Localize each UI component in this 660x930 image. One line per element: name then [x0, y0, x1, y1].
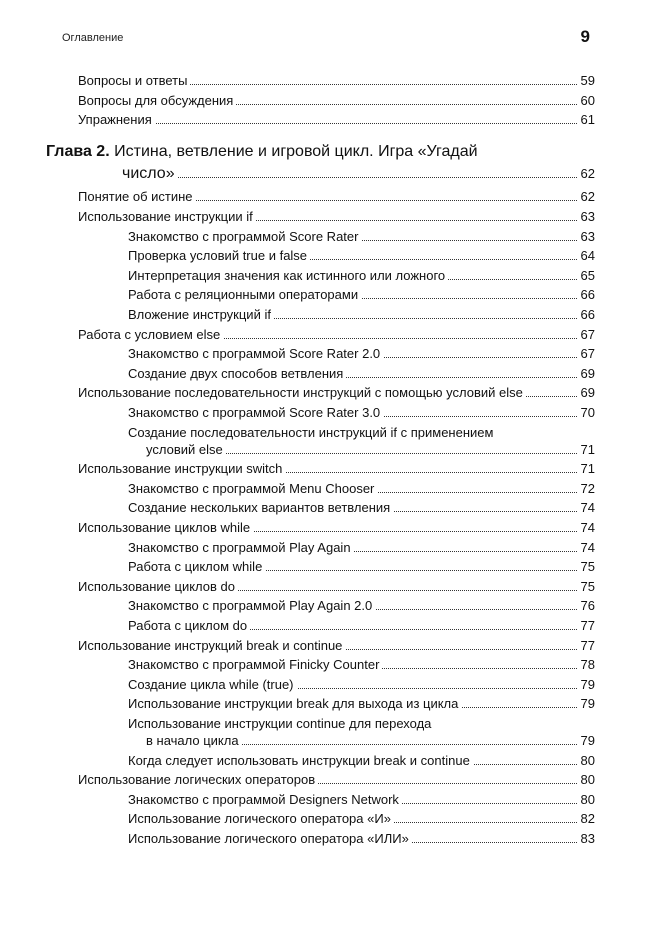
toc-entry-title: Использование циклов do	[78, 578, 238, 595]
toc-entry[interactable]	[0, 558, 660, 575]
toc-entry[interactable]	[0, 286, 660, 303]
toc-entry-page: 62	[578, 188, 595, 205]
toc-entry-page: 66	[578, 306, 595, 323]
toc-entry[interactable]	[0, 791, 660, 808]
toc-entry-title: Знакомство с программой Play Again 2.0	[128, 597, 375, 614]
toc-entry[interactable]	[0, 404, 660, 421]
toc-entry[interactable]	[0, 578, 660, 595]
toc-entry[interactable]	[0, 637, 660, 654]
toc-entry-title: Когда следует использовать инструкции break и continue	[128, 752, 473, 769]
dot-leader	[78, 123, 591, 124]
toc-entry-page: 71	[578, 441, 595, 458]
toc-entry-title: Создание нескольких вариантов ветвления	[128, 499, 393, 516]
toc-entry[interactable]	[0, 384, 660, 401]
toc-entry-page: 71	[578, 460, 595, 477]
toc-entry[interactable]	[0, 306, 660, 323]
toc-entry-page: 83	[578, 830, 595, 847]
toc-entry[interactable]	[0, 810, 660, 827]
toc-entry[interactable]	[0, 460, 660, 477]
toc-entry-page: 75	[578, 578, 595, 595]
toc-entry-first-line: Использование инструкции continue для перехода	[0, 715, 660, 732]
toc-entry-page: 59	[578, 72, 595, 89]
toc-entry-title: Понятие об истине	[78, 188, 196, 205]
toc-entry[interactable]	[0, 676, 660, 693]
running-title: Оглавление	[62, 32, 124, 44]
toc-entry-page: 72	[578, 480, 595, 497]
toc-entry[interactable]	[0, 480, 660, 497]
toc-entry[interactable]	[0, 597, 660, 614]
toc-entry-page: 61	[578, 111, 595, 128]
toc-entry[interactable]	[0, 499, 660, 516]
toc-entry[interactable]	[0, 188, 660, 205]
toc-entry-title: Знакомство с программой Finicky Counter	[128, 656, 382, 673]
toc-entry-page: 79	[578, 676, 595, 693]
toc-entry[interactable]	[0, 165, 660, 182]
toc-entry[interactable]	[0, 247, 660, 264]
toc-entry-page: 74	[578, 499, 595, 516]
toc-entry[interactable]	[0, 519, 660, 536]
toc-entry-page: 77	[578, 617, 595, 634]
toc-entry-page: 79	[578, 695, 595, 712]
toc-entry-page: 80	[578, 752, 595, 769]
toc-entry[interactable]	[0, 365, 660, 382]
toc-entry-title: Работа с циклом do	[128, 617, 250, 634]
toc-entry-title: Вопросы и ответы	[78, 72, 190, 89]
toc-entry[interactable]	[0, 771, 660, 788]
toc-entry-title: Создание цикла while (true)	[128, 676, 297, 693]
chapter-heading	[0, 143, 660, 163]
toc-entry-title: Использование циклов while	[78, 519, 253, 536]
toc-entry-page: 63	[578, 208, 595, 225]
toc-entry-page: 82	[578, 810, 595, 827]
toc-entry[interactable]	[0, 111, 660, 128]
toc-entry[interactable]	[0, 656, 660, 673]
toc-entry-title: Знакомство с программой Score Rater 2.0	[128, 345, 383, 362]
toc-entry-page: 75	[578, 558, 595, 575]
toc-entry-page: 63	[578, 228, 595, 245]
toc-entry[interactable]	[0, 617, 660, 634]
toc-entry[interactable]	[0, 267, 660, 284]
toc-entry-page: 60	[578, 92, 595, 109]
toc-entry-page: 74	[578, 519, 595, 536]
toc-entry-title: Проверка условий true и false	[128, 247, 310, 264]
toc-entry-title: Знакомство с программой Play Again	[128, 539, 354, 556]
toc-entry-title: Создание двух способов ветвления	[128, 365, 346, 382]
toc-entry[interactable]	[0, 72, 660, 89]
toc-entry[interactable]	[0, 695, 660, 712]
toc-entry-page: 80	[578, 791, 595, 808]
toc-entry-page: 70	[578, 404, 595, 421]
toc-entry-title: условий else	[146, 441, 226, 458]
toc-entry-page: 69	[578, 365, 595, 382]
toc-entry-title: Использование инструкции if	[78, 208, 256, 225]
toc-entry-title: Интерпретация значения как истинного или ложного	[128, 267, 448, 284]
toc-entry-title: Работа с условием else	[78, 326, 223, 343]
toc-entry-page: 76	[578, 597, 595, 614]
toc-entry-page: 77	[578, 637, 595, 654]
toc-entry-title: Работа с реляционными операторами	[128, 286, 361, 303]
toc-entry-page: 65	[578, 267, 595, 284]
toc-entry-page: 80	[578, 771, 595, 788]
toc-entry-page: 66	[578, 286, 595, 303]
toc-entry[interactable]	[0, 752, 660, 769]
toc-entry-title: Вопросы для обсуждения	[78, 92, 236, 109]
toc-entry-title: Знакомство с программой Menu Chooser	[128, 480, 377, 497]
toc-entry[interactable]	[0, 441, 660, 458]
toc-entry-page: 69	[578, 384, 595, 401]
toc-entry[interactable]	[0, 326, 660, 343]
toc-entry-title: в начало цикла	[146, 732, 242, 749]
toc-entry-title: Знакомство с программой Designers Network	[128, 791, 402, 808]
toc-entry[interactable]	[0, 539, 660, 556]
toc-entry[interactable]	[0, 345, 660, 362]
toc-entry-page: 64	[578, 247, 595, 264]
toc-entry-first-line: Создание последовательности инструкций if с применением	[0, 424, 660, 441]
toc-entry-title: Использование логического оператора «ИЛИ»	[128, 830, 412, 847]
toc-entry-title: Использование инструкции break для выхода из цикла	[128, 695, 461, 712]
toc-entry[interactable]	[0, 228, 660, 245]
toc-entry-title: Использование инструкций break и continue	[78, 637, 345, 654]
toc-entry[interactable]	[0, 732, 660, 749]
chapter-label: Глава 2.	[46, 142, 110, 160]
toc-entry-title: Знакомство с программой Score Rater	[128, 228, 361, 245]
page-number: 9	[580, 27, 590, 46]
toc-entry-title: Работа с циклом while	[128, 558, 265, 575]
toc-entry-title: Вложение инструкций if	[128, 306, 274, 323]
toc-entry-page: 78	[578, 656, 595, 673]
toc-entry-page: 62	[578, 165, 595, 182]
toc-entry-title: Использование инструкции switch	[78, 460, 285, 477]
toc-entry[interactable]	[0, 92, 660, 109]
toc-entry-title: Использование логических операторов	[78, 771, 318, 788]
chapter-title: Истина, ветвление и игровой цикл. Игра «Угадай	[114, 142, 478, 160]
toc-entry-title: Знакомство с программой Score Rater 3.0	[128, 404, 383, 421]
toc-entry-page: 67	[578, 345, 595, 362]
toc-entry-title: Использование последовательности инструкций с помощью условий else	[78, 384, 526, 401]
toc-entry-page: 79	[578, 732, 595, 749]
toc-entry-title: Упражнения	[78, 111, 155, 128]
toc-entry[interactable]	[0, 830, 660, 847]
toc-entry-title: Использование логического оператора «И»	[128, 810, 394, 827]
dot-leader	[122, 177, 591, 178]
toc-entry-page: 67	[578, 326, 595, 343]
toc-entry-title: число»	[122, 165, 178, 182]
toc-entry[interactable]	[0, 208, 660, 225]
toc-entry-page: 74	[578, 539, 595, 556]
